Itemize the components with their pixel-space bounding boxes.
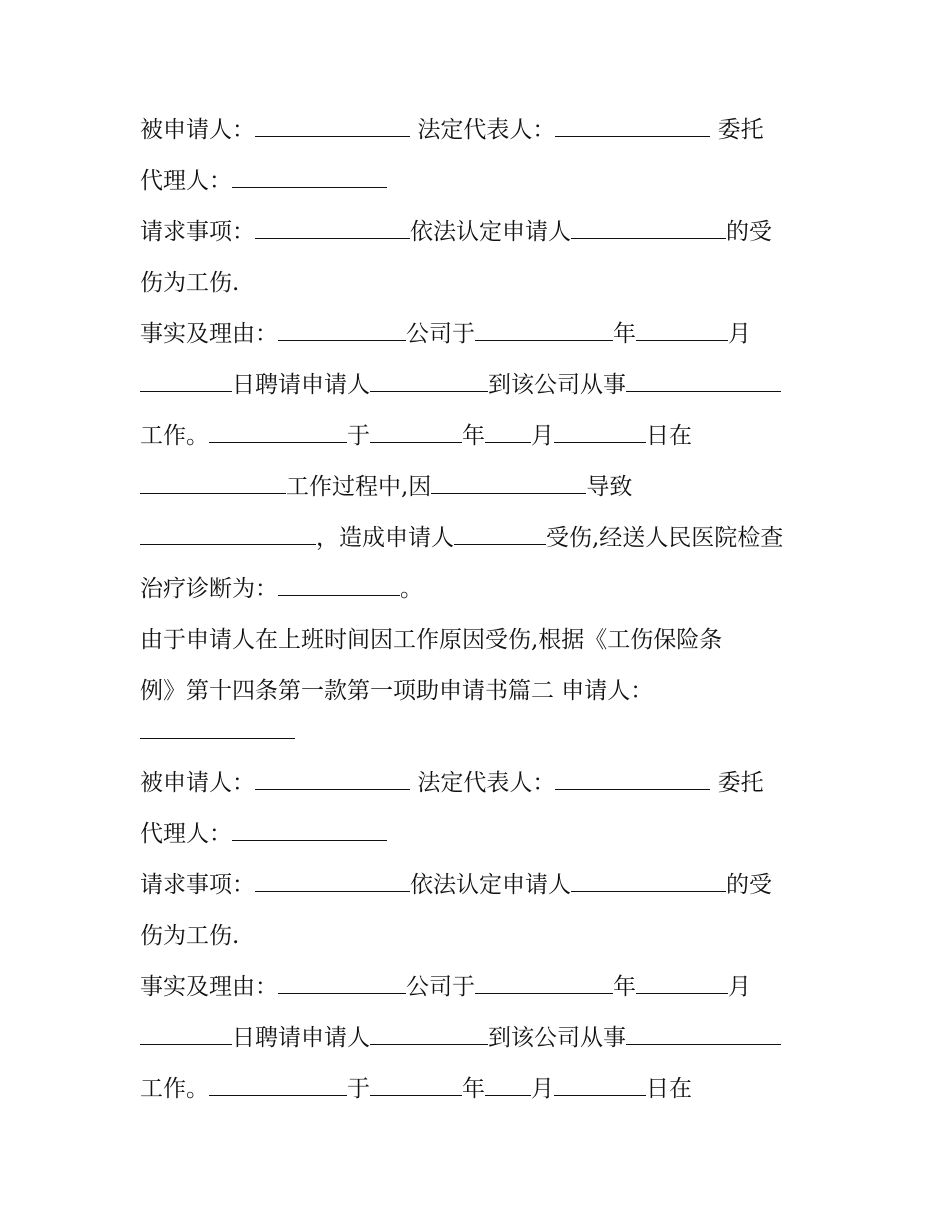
request-line2-text: 伤为工伤. [140, 270, 240, 296]
request-mid: 依法认定申请人 [410, 219, 571, 245]
day-blank[interactable] [140, 1024, 232, 1045]
agent-label-part2: 代理人： [140, 168, 232, 194]
month2-text: 月 [531, 1076, 554, 1102]
applicant-name-blank[interactable] [571, 218, 726, 239]
injured-part-blank[interactable] [454, 524, 546, 545]
respondent-line [140, 116, 764, 144]
day-at-text: 日在 [646, 423, 692, 449]
diagnosis-blank[interactable] [278, 575, 400, 596]
diagnosis-label: 治疗诊断为： [140, 576, 278, 602]
year2-blank[interactable] [370, 422, 462, 443]
request-line-2-b2 [140, 922, 239, 950]
request-line-b2 [140, 871, 772, 899]
respondent-label: 被申请人： [140, 117, 255, 143]
hired-text: 日聘请申请人 [232, 372, 370, 398]
month-text: 月 [728, 974, 751, 1000]
day2-blank[interactable] [554, 422, 646, 443]
to-company-text: 到该公司从事 [488, 1025, 626, 1051]
request-mid: 依法认定申请人 [410, 872, 571, 898]
on-text: 于 [347, 1076, 370, 1102]
day-at-text: 日在 [646, 1076, 692, 1102]
applicant-line [140, 718, 295, 746]
cause-text: 导致 [586, 474, 633, 500]
request-line [140, 218, 772, 246]
month-blank[interactable] [636, 973, 728, 994]
year-text: 年 [613, 974, 636, 1000]
request-label: 请求事项： [140, 872, 255, 898]
basis-line1-text: 由于申请人在上班时间因工作原因受伤,根据《工伤保险条 [140, 627, 723, 653]
basis-line2-text: 例》第十四条第一款第一项助申请书篇二 申请人： [140, 678, 654, 704]
process-text: 工作过程中,因 [286, 474, 432, 500]
legal-rep-label: 法定代表人： [417, 770, 556, 796]
legal-rep-blank[interactable] [555, 769, 710, 790]
agent-blank[interactable] [232, 820, 387, 841]
year2-blank[interactable] [370, 1075, 462, 1096]
agent-label-part2: 代理人： [140, 821, 232, 847]
request-end: 的受 [726, 219, 772, 245]
month2-blank[interactable] [485, 1075, 531, 1096]
diagnosis-period: 。 [400, 576, 423, 602]
to-company-text: 到该公司从事 [488, 372, 626, 398]
applicant-blank[interactable] [370, 371, 488, 392]
facts-label: 事实及理由： [140, 974, 278, 1000]
diagnosis-line [140, 575, 423, 603]
basis-line-2 [140, 677, 653, 705]
request-blank[interactable] [255, 871, 410, 892]
place-blank[interactable] [140, 473, 286, 494]
date-line-b2 [140, 1075, 692, 1103]
day-blank[interactable] [140, 371, 232, 392]
legal-rep-blank[interactable] [555, 116, 710, 137]
respondent-label: 被申请人： [140, 770, 255, 796]
request-label: 请求事项： [140, 219, 255, 245]
applicant-signature-blank[interactable] [140, 718, 295, 739]
company-blank[interactable] [278, 973, 406, 994]
hired-text: 日聘请申请人 [232, 1025, 370, 1051]
request-line2-text: 伤为工伤. [140, 923, 240, 949]
basis-line-1 [140, 626, 722, 654]
request-blank[interactable] [255, 218, 410, 239]
applicant-blank[interactable] [370, 1024, 488, 1045]
time-blank[interactable] [209, 422, 347, 443]
respondent-blank[interactable] [255, 116, 410, 137]
request-line-2 [140, 269, 239, 297]
date-line [140, 422, 692, 450]
facts-line-b2 [140, 973, 751, 1001]
respondent-line-2 [140, 769, 764, 797]
hired-line [140, 371, 781, 399]
cause-blank[interactable] [431, 473, 586, 494]
hired-line-b2 [140, 1024, 781, 1052]
accident-blank[interactable] [140, 524, 316, 545]
month2-blank[interactable] [485, 422, 531, 443]
job-blank[interactable] [626, 1024, 781, 1045]
facts-label: 事实及理由： [140, 321, 278, 347]
company-at: 公司于 [406, 321, 475, 347]
agent-line [140, 167, 387, 195]
company-at: 公司于 [406, 974, 475, 1000]
agent-label-part1: 委托 [717, 117, 764, 143]
job-blank[interactable] [626, 371, 781, 392]
legal-rep-label: 法定代表人： [417, 117, 556, 143]
work-text: 工作。 [140, 423, 209, 449]
month2-text: 月 [531, 423, 554, 449]
request-end: 的受 [726, 872, 772, 898]
on-text: 于 [347, 423, 370, 449]
injured-text: 受伤,经送人民医院检查 [546, 525, 784, 551]
work-text: 工作。 [140, 1076, 209, 1102]
company-blank[interactable] [278, 320, 406, 341]
time-blank[interactable] [209, 1075, 347, 1096]
result-line [140, 524, 783, 552]
applicant-name-blank[interactable] [571, 871, 726, 892]
year-text: 年 [613, 321, 636, 347]
day2-blank[interactable] [554, 1075, 646, 1096]
process-line [140, 473, 632, 501]
year-blank[interactable] [475, 973, 613, 994]
month-text: 月 [728, 321, 751, 347]
agent-label-part1: 委托 [717, 770, 764, 796]
respondent-blank[interactable] [255, 769, 410, 790]
year-blank[interactable] [475, 320, 613, 341]
facts-line [140, 320, 751, 348]
year2-text: 年 [462, 423, 485, 449]
result-text: ，造成申请人 [316, 525, 454, 551]
agent-line-2 [140, 820, 387, 848]
month-blank[interactable] [636, 320, 728, 341]
year2-text: 年 [462, 1076, 485, 1102]
agent-blank[interactable] [232, 167, 387, 188]
